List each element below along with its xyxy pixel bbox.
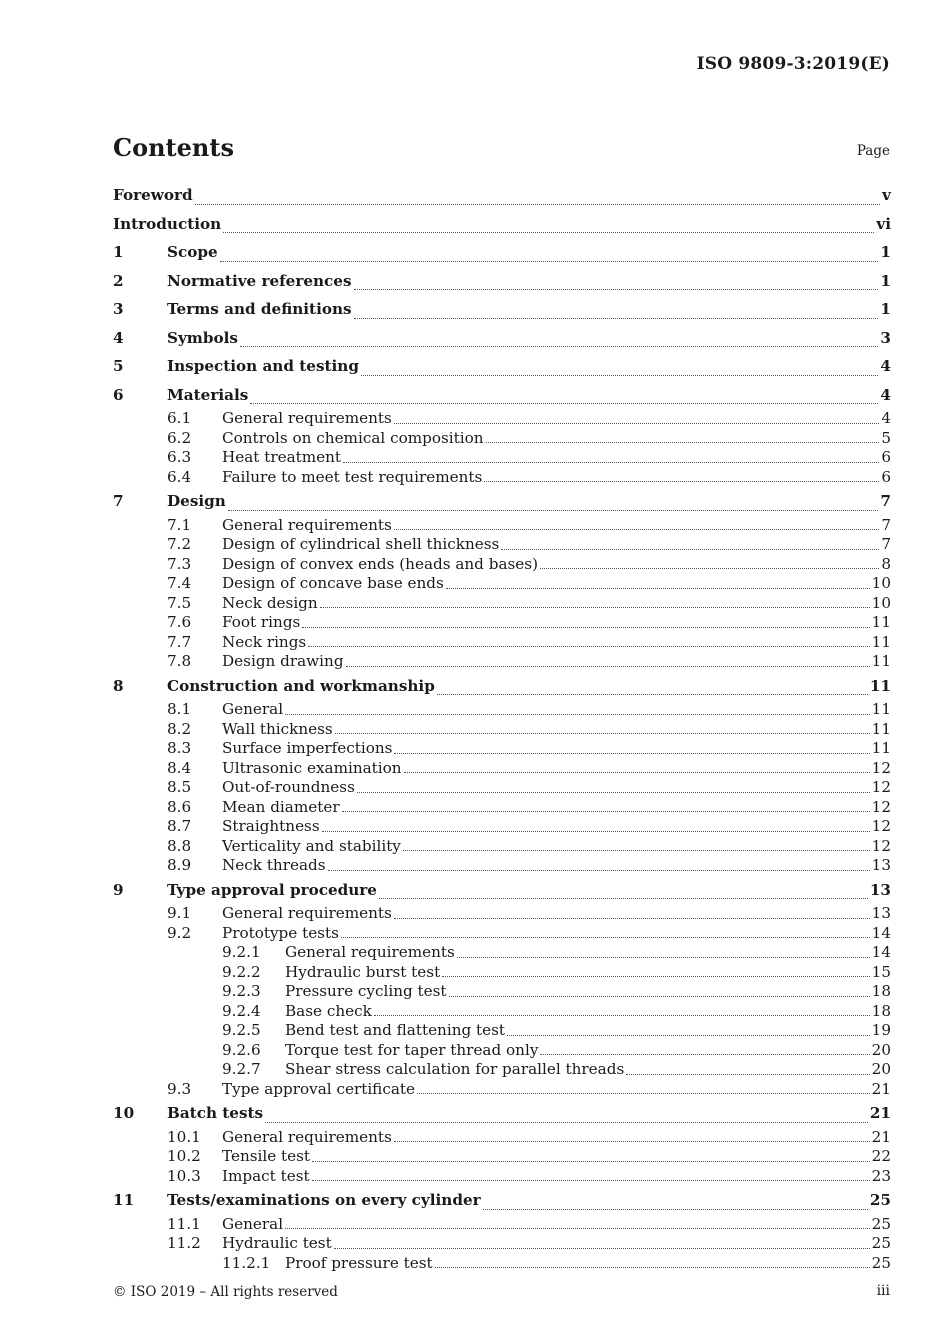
toc-entry-number: 11 [113, 1191, 135, 1209]
toc-entry-page: 11 [869, 676, 891, 695]
dot-leader [335, 733, 870, 734]
dot-leader [435, 1267, 870, 1268]
toc-entry-title: Normative references [167, 271, 352, 290]
toc-entry-number: 11.2 [167, 1234, 201, 1252]
toc-entry-number: 10.3 [167, 1166, 201, 1185]
dot-leader [334, 1248, 870, 1249]
toc-entry-number: 7.7 [167, 632, 192, 651]
toc-entry-number: 9.2 [167, 923, 192, 942]
toc-entry-number: 9.3 [167, 1079, 192, 1098]
toc-entry-title: Foot rings [222, 613, 301, 631]
page-column-label: Page [856, 143, 890, 159]
dot-leader [343, 462, 879, 463]
toc-entry-page: 25 [871, 1214, 891, 1233]
toc-entry-page: 5 [881, 428, 891, 447]
footer-page-number: iii [876, 1283, 890, 1299]
toc-entry[interactable] [113, 1060, 891, 1080]
dot-leader [394, 753, 869, 754]
toc-entry[interactable] [113, 613, 891, 633]
toc-entry[interactable] [113, 1234, 891, 1254]
toc-entry-title: Terms and definitions [167, 300, 352, 318]
toc-entry-number: 10.1 [167, 1127, 201, 1146]
toc-entry-title: Tests/examinations on every cylinder [167, 1191, 481, 1209]
dot-leader [220, 261, 879, 262]
dot-leader [437, 694, 868, 695]
toc-entry-title: Out-of-roundness [222, 778, 355, 796]
toc-entry-number: 7.2 [167, 535, 192, 553]
dot-leader [484, 481, 879, 482]
toc-entry-number: 6.3 [167, 448, 192, 466]
toc-entry-page: 25 [869, 1191, 891, 1209]
toc-entry-title: Straightness [222, 817, 320, 835]
toc-entry[interactable] [113, 904, 891, 924]
toc-entry-page: 13 [871, 856, 891, 874]
toc-entry-number: 8.4 [167, 758, 192, 777]
dot-leader [346, 666, 870, 667]
toc-entry-page: 12 [871, 797, 891, 816]
footer-copyright: © ISO 2019 – All rights reserved [113, 1284, 338, 1300]
toc-entry-page: 21 [871, 1127, 891, 1146]
toc-entry-page: 19 [871, 1021, 891, 1039]
toc-entry-number: 7.1 [167, 515, 192, 534]
toc-entry-page: v [882, 186, 891, 204]
toc-entry-number: 2 [113, 271, 124, 290]
toc-entry-number: 11.2.1 [222, 1253, 271, 1272]
toc-entry-page: 20 [871, 1060, 891, 1078]
toc-entry-number: 1 [113, 243, 124, 261]
toc-entry-number: 6 [113, 385, 124, 404]
toc-entry-page: 4 [881, 409, 891, 427]
dot-leader [394, 529, 880, 530]
toc-entry[interactable] [113, 267, 891, 296]
dot-leader [394, 918, 870, 919]
toc-entry-title: Hydraulic test [222, 1234, 332, 1252]
dot-leader [540, 1054, 869, 1055]
toc-entry-page: 12 [871, 817, 891, 835]
toc-entry-number: 9.2.3 [222, 982, 261, 1000]
toc-entry-title: Inspection and testing [167, 357, 359, 375]
toc-entry[interactable] [113, 555, 891, 575]
toc-entry-title: Hydraulic burst test [285, 962, 441, 981]
toc-entry-page: 14 [871, 943, 891, 961]
dot-leader [457, 957, 870, 958]
toc-entry-title: General requirements [285, 943, 455, 961]
dot-leader [626, 1074, 869, 1075]
toc-entry-title: Batch tests [167, 1104, 264, 1122]
toc-entry-page: 21 [871, 1079, 891, 1098]
toc-entry-title: Design of convex ends (heads and bases) [222, 554, 539, 573]
toc-entry-title: Surface imperfections [222, 739, 393, 757]
toc-entry-number: 8.5 [167, 778, 192, 796]
toc-entry-title: Shear stress calculation for parallel threads [285, 1060, 625, 1078]
toc-entry[interactable] [113, 1254, 891, 1274]
toc-entry-page: 15 [871, 962, 891, 981]
toc-entry-number: 8 [113, 676, 124, 695]
dot-leader [285, 1228, 870, 1229]
toc-entry[interactable] [113, 535, 891, 555]
dot-leader [328, 870, 870, 871]
toc-entry-page: 10 [871, 593, 891, 612]
toc-entry-number: 7.6 [167, 613, 192, 631]
dot-leader [308, 646, 869, 647]
dot-leader [285, 714, 870, 715]
toc-entry-number: 9.2.2 [222, 962, 261, 981]
dot-leader [361, 375, 878, 376]
toc-entry-number: 7.8 [167, 652, 192, 670]
toc-entry-title: Design of cylindrical shell thickness [222, 535, 500, 553]
toc-entry-title: Failure to meet test requirements [222, 467, 483, 486]
dot-leader [442, 976, 870, 977]
toc-entry[interactable] [113, 759, 891, 779]
toc-entry[interactable] [113, 798, 891, 818]
toc-entry-number: 8.2 [167, 719, 192, 738]
toc-entry-page: 18 [871, 982, 891, 1000]
toc-entry-page: 13 [871, 904, 891, 922]
toc-entry-page: 1 [880, 271, 891, 290]
toc-entry[interactable] [113, 238, 891, 267]
toc-entry-page: 21 [869, 1104, 891, 1122]
toc-entry-number: 4 [113, 328, 124, 347]
toc-entry-page: 23 [871, 1166, 891, 1185]
toc-entry[interactable] [113, 1002, 891, 1022]
toc-entry-page: 7 [881, 515, 891, 534]
dot-leader [404, 772, 870, 773]
toc-entry-page: 11 [871, 719, 891, 738]
toc-entry-title: Tensile test [222, 1147, 311, 1165]
toc-entry[interactable] [113, 448, 891, 468]
toc-entry-number: 10.2 [167, 1147, 201, 1165]
dot-leader [312, 1161, 870, 1162]
toc-entry-number: 9.2.7 [222, 1060, 261, 1078]
toc-entry-number: 9.2.6 [222, 1040, 261, 1059]
toc-entry-number: 5 [113, 357, 124, 375]
toc-entry[interactable] [113, 1128, 891, 1148]
dot-leader [312, 1180, 870, 1181]
dot-leader [379, 898, 868, 899]
toc-entry-number: 9.1 [167, 904, 192, 922]
toc-entry-title: Neck threads [222, 856, 326, 874]
contents-title: Contents [113, 133, 234, 162]
toc-entry-page: 7 [881, 535, 891, 553]
table-of-contents [113, 181, 891, 1273]
toc-entry-page: 11 [871, 700, 891, 718]
dot-leader [446, 588, 870, 589]
toc-entry[interactable] [113, 1080, 891, 1100]
toc-entry-number: 8.3 [167, 739, 192, 757]
toc-entry-page: 12 [871, 758, 891, 777]
toc-entry[interactable] [113, 594, 891, 614]
toc-entry-title: Bend test and flattening test [285, 1021, 506, 1039]
dot-leader [374, 1015, 870, 1016]
toc-entry-title: Symbols [167, 328, 238, 347]
toc-entry-title: Ultrasonic examination [222, 758, 402, 777]
toc-entry-title: General requirements [222, 904, 392, 922]
toc-entry[interactable] [113, 943, 891, 963]
toc-entry-page: 12 [871, 836, 891, 855]
toc-entry-title: Materials [167, 385, 249, 404]
toc-entry[interactable] [113, 409, 891, 429]
standard-id: ISO 9809-3:2019(E) [696, 54, 890, 74]
toc-entry[interactable] [113, 1041, 891, 1061]
dot-leader [354, 318, 879, 319]
toc-entry-number: 8.9 [167, 856, 192, 874]
toc-entry-title: Foreword [113, 186, 193, 204]
toc-entry[interactable] [113, 1021, 891, 1041]
toc-entry[interactable] [113, 720, 891, 740]
toc-entry-title: Design drawing [222, 652, 344, 670]
toc-entry-title: Proof pressure test [285, 1253, 433, 1272]
toc-entry[interactable] [113, 352, 891, 381]
toc-entry[interactable] [113, 487, 891, 516]
toc-entry-number: 9 [113, 880, 124, 899]
toc-entry-number: 8.6 [167, 797, 192, 816]
toc-entry-title: Wall thickness [222, 719, 333, 738]
toc-entry[interactable] [113, 633, 891, 653]
toc-entry[interactable] [113, 837, 891, 857]
toc-entry[interactable] [113, 963, 891, 983]
toc-entry-number: 6.4 [167, 467, 192, 486]
toc-entry-title: Base check [285, 1001, 372, 1020]
toc-entry-title: Heat treatment [222, 448, 342, 466]
toc-entry-title: General requirements [222, 515, 392, 534]
dot-leader [403, 850, 870, 851]
toc-entry[interactable] [113, 876, 891, 905]
toc-entry-page: 22 [871, 1147, 891, 1165]
toc-entry-number: 7.3 [167, 554, 192, 573]
toc-entry[interactable] [113, 468, 891, 488]
toc-entry[interactable] [113, 429, 891, 449]
dot-leader [486, 442, 880, 443]
toc-entry-title: Scope [167, 243, 218, 261]
toc-entry-page: 4 [880, 385, 891, 404]
dot-leader [394, 423, 880, 424]
toc-entry-title: Pressure cycling test [285, 982, 447, 1000]
toc-entry-page: 11 [871, 632, 891, 651]
toc-entry-number: 9.2.5 [222, 1021, 261, 1039]
toc-entry-title: Neck rings [222, 632, 307, 651]
dot-leader [322, 831, 870, 832]
toc-entry-title: Prototype tests [222, 923, 339, 942]
toc-entry[interactable] [113, 672, 891, 701]
toc-entry-page: 6 [881, 467, 891, 486]
toc-entry-number: 3 [113, 300, 124, 318]
toc-entry[interactable] [113, 1186, 891, 1215]
toc-entry-title: Torque test for taper thread only [285, 1040, 539, 1059]
toc-entry[interactable] [113, 739, 891, 759]
toc-entry-page: 11 [871, 739, 891, 757]
toc-entry-number: 7 [113, 492, 124, 510]
dot-leader [483, 1209, 868, 1210]
toc-entry[interactable] [113, 1167, 891, 1187]
toc-entry-page: 25 [871, 1253, 891, 1272]
dot-leader [240, 346, 878, 347]
toc-entry-page: 14 [871, 923, 891, 942]
toc-entry-page: 20 [871, 1040, 891, 1059]
toc-entry-number: 8.8 [167, 836, 192, 855]
toc-entry[interactable] [113, 1215, 891, 1235]
toc-entry-page: 1 [880, 243, 891, 261]
dot-leader [394, 1141, 870, 1142]
toc-entry-title: Mean diameter [222, 797, 340, 816]
dot-leader [540, 568, 879, 569]
dot-leader [342, 811, 870, 812]
toc-entry-page: 10 [871, 574, 891, 592]
toc-entry[interactable] [113, 924, 891, 944]
toc-entry[interactable] [113, 982, 891, 1002]
toc-entry[interactable] [113, 295, 891, 324]
toc-entry-number: 9.2.4 [222, 1001, 261, 1020]
toc-entry[interactable] [113, 856, 891, 876]
toc-entry-title: General requirements [222, 1127, 392, 1146]
toc-entry-page: 7 [880, 492, 891, 510]
toc-entry[interactable] [113, 700, 891, 720]
toc-entry-title: Type approval certificate [222, 1079, 415, 1098]
toc-entry[interactable] [113, 1147, 891, 1167]
toc-entry-number: 6.2 [167, 428, 192, 447]
toc-entry-page: 12 [871, 778, 891, 796]
toc-entry-page: 6 [881, 448, 891, 466]
toc-entry[interactable] [113, 516, 891, 536]
dot-leader [417, 1093, 870, 1094]
toc-entry[interactable] [113, 778, 891, 798]
toc-entry-number: 8.1 [167, 700, 192, 718]
toc-entry-title: Impact test [222, 1166, 310, 1185]
dot-leader [223, 232, 874, 233]
dot-leader [501, 549, 879, 550]
dot-leader [228, 510, 879, 511]
dot-leader [320, 607, 870, 608]
toc-entry-page: 1 [880, 300, 891, 318]
toc-entry[interactable] [113, 574, 891, 594]
toc-entry[interactable] [113, 210, 891, 239]
dot-leader [354, 289, 879, 290]
dot-leader [195, 204, 881, 205]
toc-entry-page: vi [876, 214, 891, 233]
toc-entry-title: General requirements [222, 409, 392, 427]
toc-entry-page: 25 [871, 1234, 891, 1252]
toc-entry-page: 13 [869, 880, 891, 899]
dot-leader [341, 937, 870, 938]
dot-leader [357, 792, 870, 793]
dot-leader [302, 627, 869, 628]
toc-entry-title: Design of concave base ends [222, 574, 444, 592]
toc-entry-title: Controls on chemical composition [222, 428, 484, 447]
toc-entry-number: 6.1 [167, 409, 192, 427]
toc-entry[interactable] [113, 324, 891, 353]
toc-entry-page: 4 [880, 357, 891, 375]
toc-entry-number: 7.4 [167, 574, 192, 592]
toc-entry-page: 11 [871, 652, 891, 670]
toc-entry-title: Verticality and stability [222, 836, 401, 855]
toc-entry-number: 10 [113, 1104, 135, 1122]
toc-entry-number: 7.5 [167, 593, 192, 612]
toc-entry-number: 11.1 [167, 1214, 201, 1233]
toc-entry-title: Neck design [222, 593, 318, 612]
toc-entry[interactable] [113, 1099, 891, 1128]
dot-leader [507, 1035, 870, 1036]
toc-entry[interactable] [113, 181, 891, 210]
toc-entry-page: 11 [871, 613, 891, 631]
toc-entry[interactable] [113, 817, 891, 837]
toc-entry-title: Design [167, 492, 226, 510]
toc-entry[interactable] [113, 381, 891, 410]
toc-entry-title: Construction and workmanship [167, 676, 435, 695]
toc-entry-page: 8 [881, 554, 891, 573]
toc-entry-title: General [222, 1214, 284, 1233]
toc-entry-title: General [222, 700, 284, 718]
toc-entry-number: 9.2.1 [222, 943, 261, 961]
toc-entry[interactable] [113, 652, 891, 672]
dot-leader [449, 996, 870, 997]
toc-entry-page: 3 [880, 328, 891, 347]
toc-entry-title: Introduction [113, 214, 222, 233]
toc-entry-page: 18 [871, 1001, 891, 1020]
dot-leader [250, 403, 878, 404]
toc-entry-title: Type approval procedure [167, 880, 377, 899]
toc-entry-number: 8.7 [167, 817, 192, 835]
dot-leader [265, 1122, 868, 1123]
